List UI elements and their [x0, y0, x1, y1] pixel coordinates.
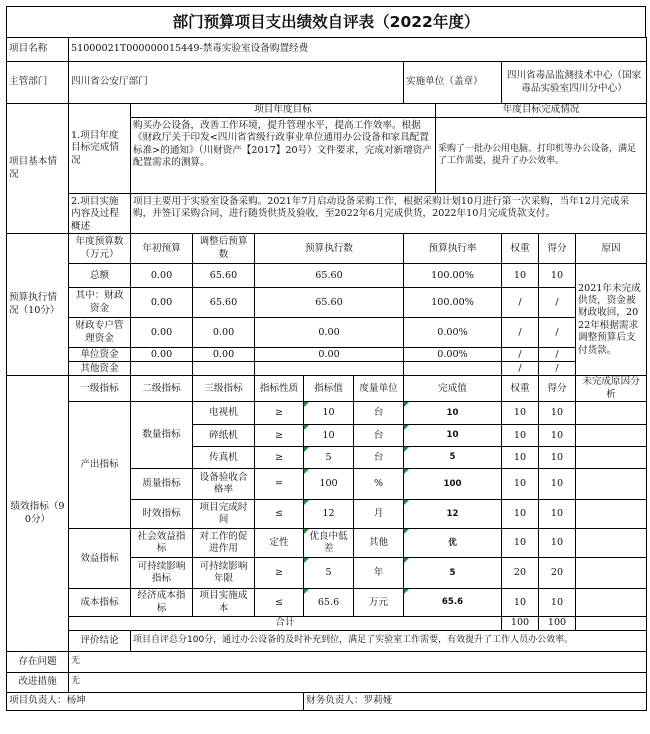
budget-initial	[131, 362, 193, 376]
evaluation-sheet	[6, 6, 646, 711]
evaluation-table	[6, 37, 647, 711]
indicator-unit: 台	[354, 402, 404, 425]
indicator-op: =	[255, 469, 304, 500]
indicator-target: 5	[304, 558, 354, 589]
finance-cell	[304, 692, 647, 710]
indicator-target: 100	[304, 469, 354, 500]
perf-header: 得分	[539, 376, 576, 402]
indicator-target: 10	[304, 402, 354, 425]
leader-name: 杨坤	[66, 695, 86, 707]
finance-label: 财务负责人：	[306, 695, 364, 707]
total-row	[7, 617, 647, 630]
perf-row	[7, 402, 647, 425]
indicator-op: ≥	[255, 558, 304, 589]
perf-header: 权重	[502, 376, 539, 402]
budget-weight: /	[502, 318, 539, 348]
indicator-unit: %	[354, 469, 404, 500]
indicator-name: 电视机	[193, 402, 255, 425]
perf-header: 指标性质	[255, 376, 304, 402]
done-text: 采购了一批办公用电脑、打印机等办公设备，满足了工作需要，提升了办公效率。	[436, 118, 647, 194]
budget-score: 10	[539, 264, 576, 288]
impl-label: 实施单位（盖章）	[404, 62, 502, 104]
process-label: 2.项目实施内容及过程概述	[69, 194, 131, 234]
indicator-name: 项目完成时间	[193, 500, 255, 529]
budget-header: 年初预算	[131, 234, 193, 264]
perf-header: 指标值	[304, 376, 354, 402]
indicator-weight: 20	[502, 558, 539, 589]
perf-header: 度量单位	[354, 376, 404, 402]
indicator-name: 对工作的促进作用	[193, 529, 255, 558]
budget-score: /	[539, 348, 576, 362]
indicator-op: ≥	[255, 447, 304, 469]
indicator-name: 设备验收合格率	[193, 469, 255, 500]
indicator-actual: 优	[404, 529, 502, 558]
budget-row	[7, 348, 647, 362]
budget-row-label: 总额	[69, 264, 131, 288]
budget-weight: /	[502, 348, 539, 362]
perf-header: 完成值	[404, 376, 502, 402]
time-label: 时效指标	[131, 500, 193, 529]
indicator-weight: 10	[502, 500, 539, 529]
indicator-score: 10	[539, 529, 576, 558]
indicator-reason	[576, 425, 647, 447]
goal-label: 1.项目年度目标完成情况	[69, 104, 131, 194]
budget-header: 调整后预算数	[193, 234, 255, 264]
perf-header: 一级指标	[69, 376, 131, 402]
done-header: 年度目标完成情况	[436, 104, 647, 118]
perf-section-label: 绩效指标（90分）	[7, 376, 69, 651]
budget-section-label: 预算执行情况（10分）	[7, 234, 69, 376]
improve: 无	[69, 672, 647, 692]
indicator-score: 10	[539, 469, 576, 500]
indicator-reason	[576, 469, 647, 500]
budget-adjusted: 0.00	[193, 348, 255, 362]
finance-name: 罗莉娅	[363, 695, 393, 707]
indicator-target: 优良中低差	[304, 529, 354, 558]
indicator-op: ≤	[255, 589, 304, 617]
budget-header: 权重	[502, 234, 539, 264]
project-name-label: 项目名称	[7, 38, 69, 62]
indicator-reason	[576, 589, 647, 617]
perf-header: 三级指标	[193, 376, 255, 402]
indicator-reason	[576, 500, 647, 529]
indicator-score: 20	[539, 558, 576, 589]
budget-reason: 2021年未完成供货，资金被财政收回，2022年根据需求调整预算后支付货款。	[576, 264, 647, 376]
total-score: 100	[539, 617, 576, 630]
indicator-score: 10	[539, 500, 576, 529]
indicator-actual: 100	[404, 469, 502, 500]
goal-header: 项目年度目标	[131, 104, 436, 118]
indicator-unit: 台	[354, 447, 404, 469]
benefit-label: 效益指标	[69, 529, 131, 589]
perf-header: 二级指标	[131, 376, 193, 402]
indicator-name: 传真机	[193, 447, 255, 469]
budget-adjusted	[193, 362, 255, 376]
indicator-unit: 年	[354, 558, 404, 589]
budget-score: /	[539, 318, 576, 348]
indicator-name: 可持续影响年限	[193, 558, 255, 589]
budget-initial: 0.00	[131, 264, 193, 288]
budget-rate: 100.00%	[404, 288, 502, 318]
indicator-weight: 10	[502, 402, 539, 425]
budget-row-label: 其中：财政资金	[69, 288, 131, 318]
budget-header: 预算执行数	[255, 234, 404, 264]
budget-rate: 0.00%	[404, 348, 502, 362]
improve-label: 改进措施	[7, 672, 69, 692]
page-title: 部门预算项目支出绩效自评表（2022年度）	[6, 6, 646, 37]
problem: 无	[69, 651, 647, 672]
conclusion-label: 评价结论	[69, 630, 131, 651]
project-name: 51000021T000000015449-禁毒实验室设备购置经费	[69, 38, 647, 62]
indicator-unit: 万元	[354, 589, 404, 617]
budget-initial: 0.00	[131, 348, 193, 362]
indicator-actual: 5	[404, 447, 502, 469]
indicator-weight: 10	[502, 529, 539, 558]
indicator-actual: 10	[404, 425, 502, 447]
cost-label: 成本指标	[69, 589, 131, 617]
output-label: 产出指标	[69, 402, 131, 529]
indicator-actual: 10	[404, 402, 502, 425]
leader-cell	[7, 692, 304, 710]
indicator-op: 定性	[255, 529, 304, 558]
budget-row	[7, 264, 647, 288]
perf-header: 未完成原因分析	[576, 376, 647, 402]
indicator-op: ≥	[255, 425, 304, 447]
budget-adjusted: 65.60	[193, 264, 255, 288]
budget-rate: 100.00%	[404, 264, 502, 288]
econ-label: 经济成本指标	[131, 589, 193, 617]
indicator-name: 项目实施成本	[193, 589, 255, 617]
indicator-actual: 5	[404, 558, 502, 589]
budget-header: 预算执行率	[404, 234, 502, 264]
budget-executed: 65.60	[255, 288, 404, 318]
indicator-score: 10	[539, 589, 576, 617]
budget-executed	[255, 362, 404, 376]
indicator-weight: 10	[502, 447, 539, 469]
budget-initial: 0.00	[131, 318, 193, 348]
budget-row	[7, 362, 647, 376]
dept: 四川省公安厅部门	[69, 62, 404, 104]
budget-row	[7, 288, 647, 318]
budget-row-label: 单位资金	[69, 348, 131, 362]
indicator-reason	[576, 529, 647, 558]
total-weight: 100	[502, 617, 539, 630]
budget-score: /	[539, 288, 576, 318]
budget-adjusted: 0.00	[193, 318, 255, 348]
budget-executed: 0.00	[255, 348, 404, 362]
basic-label: 项目基本情况	[7, 104, 69, 234]
indicator-target: 10	[304, 425, 354, 447]
indicator-reason	[576, 447, 647, 469]
budget-row	[7, 318, 647, 348]
indicator-score: 10	[539, 447, 576, 469]
budget-executed: 65.60	[255, 264, 404, 288]
indicator-op: ≤	[255, 500, 304, 529]
indicator-target: 5	[304, 447, 354, 469]
perf-row	[7, 529, 647, 558]
total-label: 合计	[69, 617, 502, 630]
budget-rate	[404, 362, 502, 376]
budget-executed: 0.00	[255, 318, 404, 348]
indicator-unit: 月	[354, 500, 404, 529]
budget-header: 得分	[539, 234, 576, 264]
indicator-weight: 10	[502, 425, 539, 447]
budget-weight: /	[502, 362, 539, 376]
total-reason	[576, 617, 647, 630]
budget-adjusted: 65.60	[193, 288, 255, 318]
leader-label: 项目负责人：	[9, 695, 67, 707]
impl: 四川省毒品监测技术中心（国家毒品实验室四川分中心）	[502, 62, 647, 104]
budget-header: 年度预算数（万元）	[69, 234, 131, 264]
quantity-label: 数量指标	[131, 402, 193, 469]
indicator-name: 碎纸机	[193, 425, 255, 447]
indicator-op: ≥	[255, 402, 304, 425]
quality-label: 质量指标	[131, 469, 193, 500]
indicator-score: 10	[539, 425, 576, 447]
budget-weight: 10	[502, 264, 539, 288]
indicator-weight: 10	[502, 589, 539, 617]
process-text: 项目主要用于实验室设备采购。2021年7月启动设备采购工作，根据采购计划10月进行第一次采购，当年12月完成采购，并签订采购合同，进行随货供货及验收，至2022年6月完成供货，2022年10月完成货款支付。	[131, 194, 647, 234]
indicator-unit: 其他	[354, 529, 404, 558]
budget-weight: /	[502, 288, 539, 318]
indicator-target: 12	[304, 500, 354, 529]
budget-initial: 0.00	[131, 288, 193, 318]
indicator-actual: 12	[404, 500, 502, 529]
indicator-weight: 10	[502, 469, 539, 500]
budget-header: 原因	[576, 234, 647, 264]
dept-label: 主管部门	[7, 62, 69, 104]
indicator-unit: 台	[354, 425, 404, 447]
indicator-score: 10	[539, 402, 576, 425]
sustain-label: 可持续影响指标	[131, 558, 193, 589]
budget-rate: 0.00%	[404, 318, 502, 348]
problem-label: 存在问题	[7, 651, 69, 672]
budget-row-label: 其他资金	[69, 362, 131, 376]
perf-row	[7, 589, 647, 617]
indicator-target: 65.6	[304, 589, 354, 617]
budget-row-label: 财政专户管理资金	[69, 318, 131, 348]
indicator-reason	[576, 402, 647, 425]
indicator-actual: 65.6	[404, 589, 502, 617]
goal-text: 购买办公设备，改善工作环境，提升管理水平，提高工作效率。根据《财政厅关于印发<四川省省级行政事业单位通用办公设备和家具配置标准>的通知》（川财资产【2017】20号）文件要求，完成对新增资产配置需求的测算。	[131, 118, 436, 194]
social-label: 社会效益指标	[131, 529, 193, 558]
conclusion: 项目自评总分100分，通过办公设备的及时补充到位，满足了实验室工作需要，有效提升了工作人员办公效率。	[131, 630, 647, 651]
budget-score: /	[539, 362, 576, 376]
indicator-reason	[576, 558, 647, 589]
